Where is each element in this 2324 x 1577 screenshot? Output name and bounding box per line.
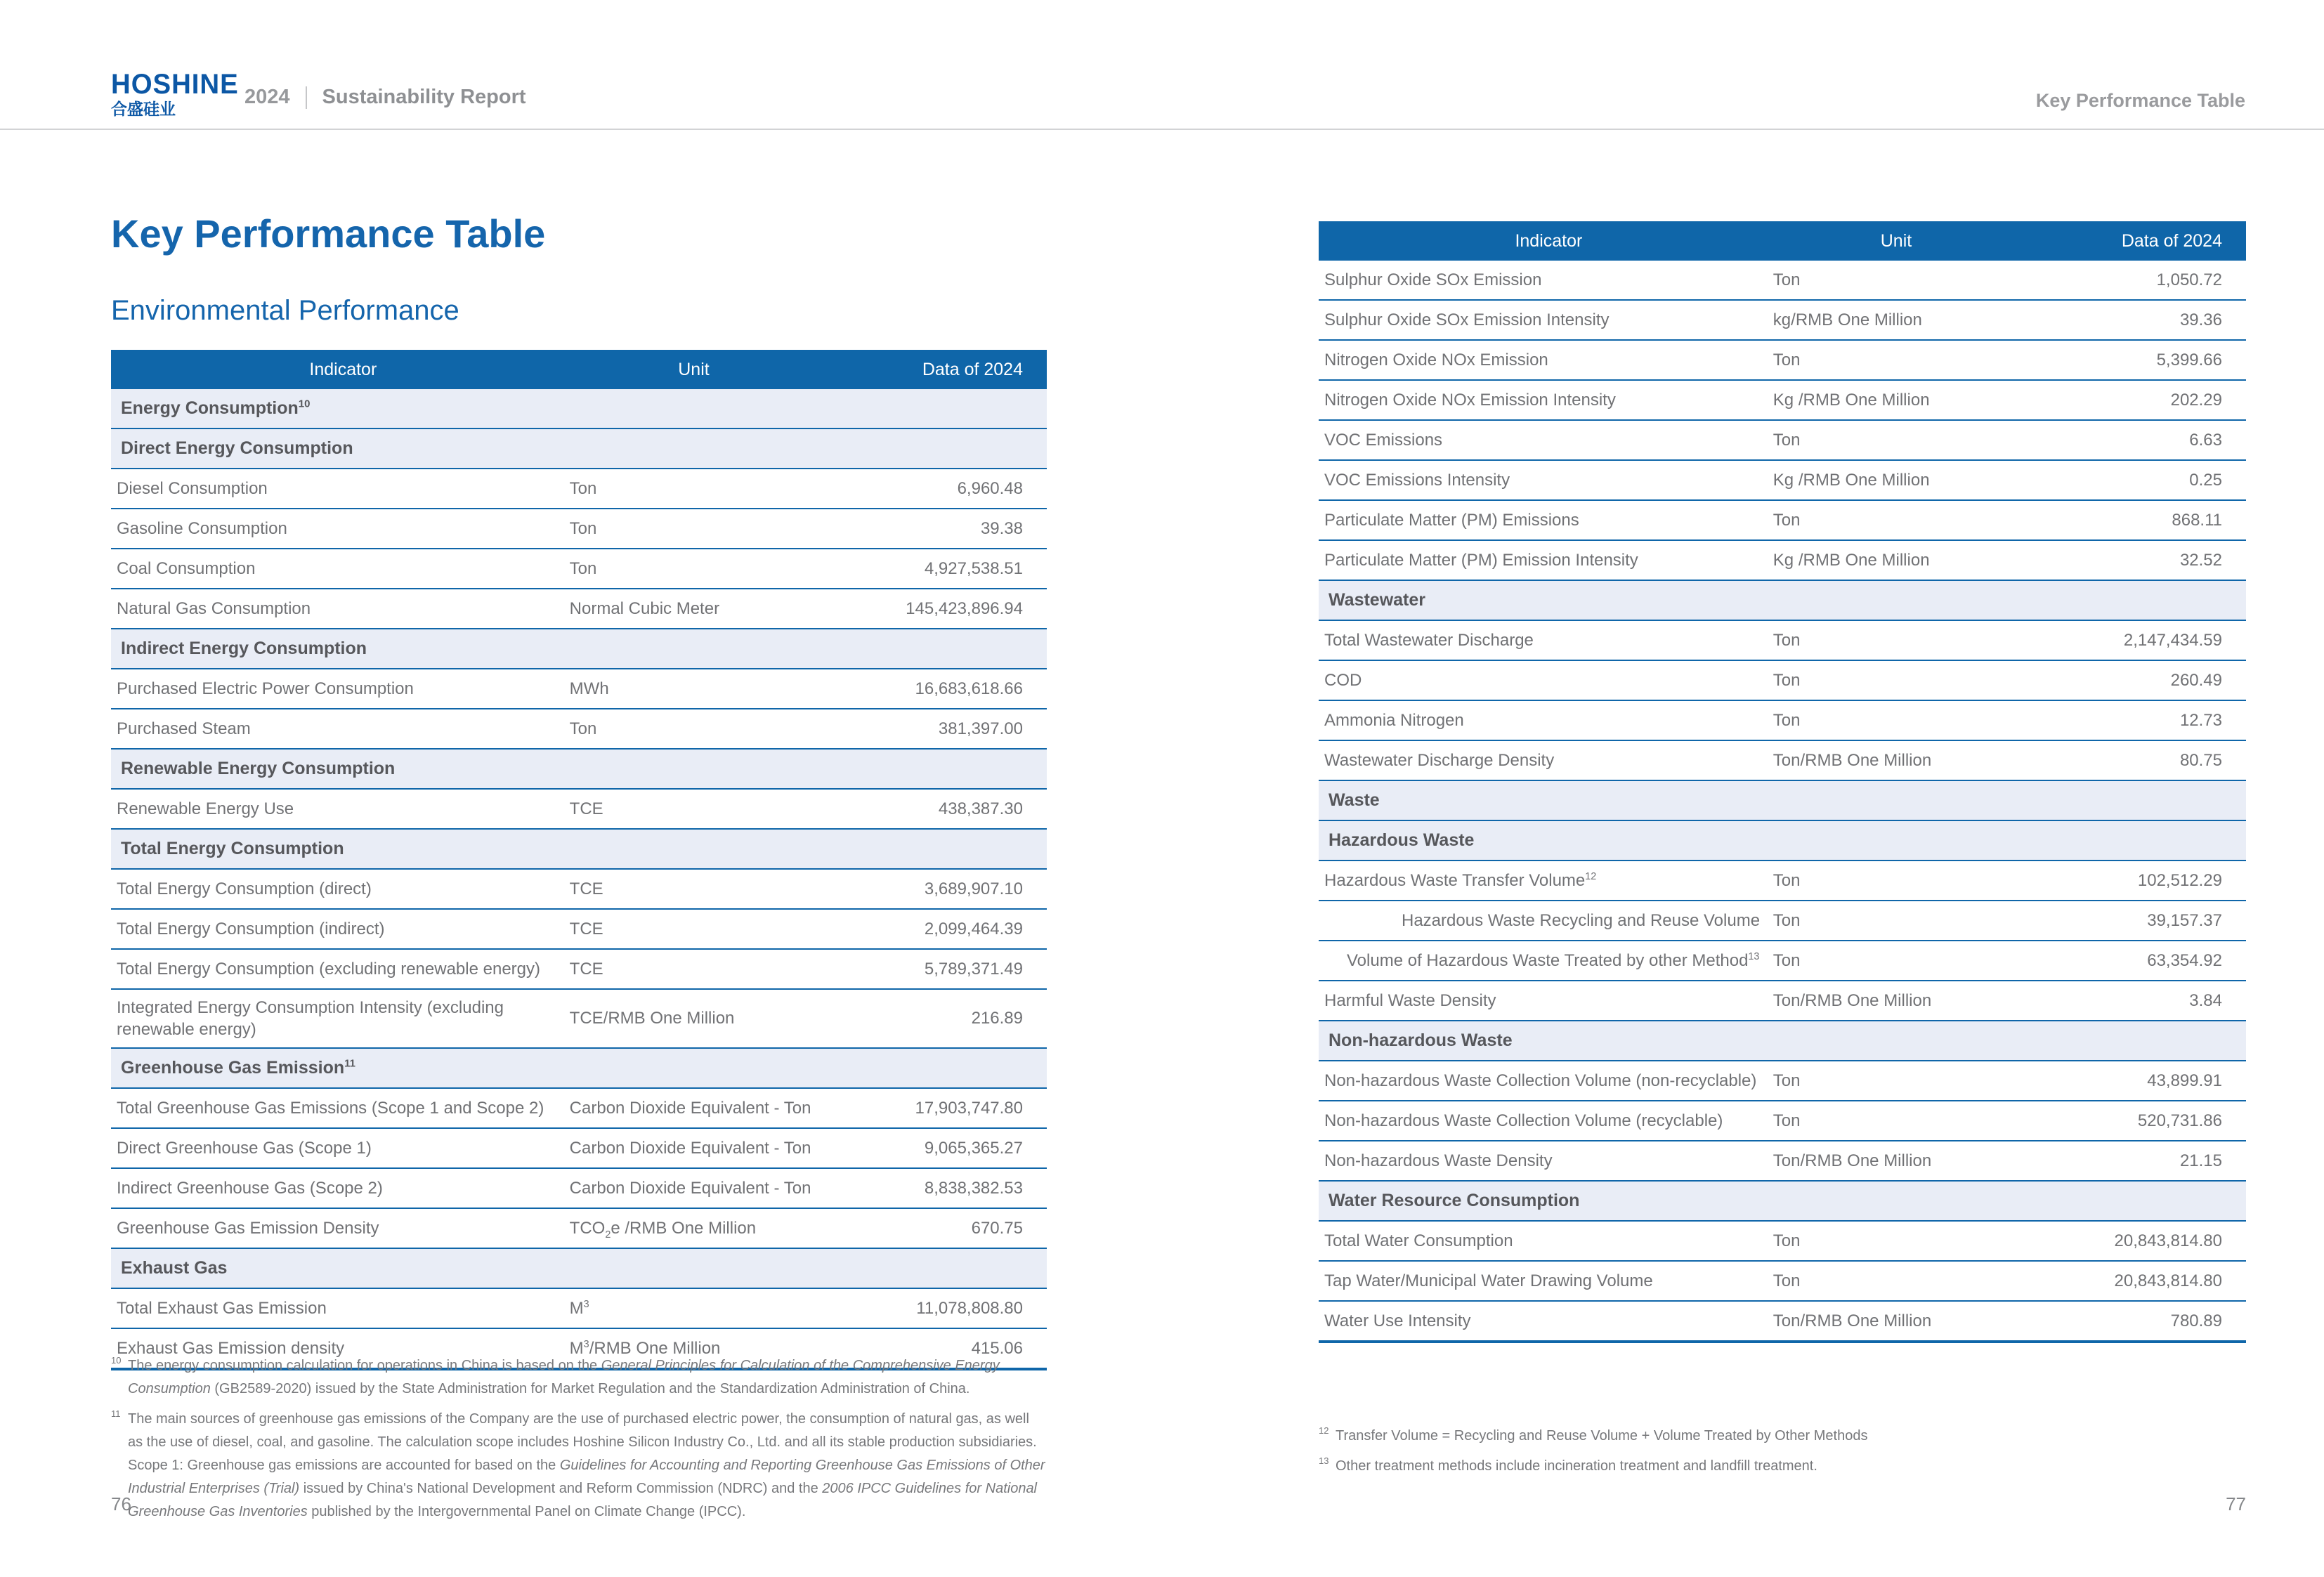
unit-cell: $M^3$/RMB One Million <box>569 1338 721 1358</box>
table-row <box>1319 1021 2246 1061</box>
value-cell: 2,147,434.59 <box>2123 630 2222 650</box>
value-cell: 12.73 <box>2179 710 2222 730</box>
unit-cell: Ton <box>1773 430 1801 450</box>
unit-cell: TCE <box>569 959 603 979</box>
table-row <box>111 750 1047 790</box>
indicator-cell: Sulphur Oxide SOx Emission Intensity <box>1324 310 1610 329</box>
indicator-cell: Volume of Hazardous Waste Treated by other Method$^{13}$ <box>1347 950 1760 970</box>
unit-cell: Ton <box>569 478 597 498</box>
unit-cell: Normal Cubic Meter <box>569 598 720 618</box>
table-row <box>111 950 1047 990</box>
column-header-indicator: Indicator <box>1515 230 1583 251</box>
table-row <box>111 1129 1047 1169</box>
footnote <box>111 1354 1047 1401</box>
table-row <box>111 629 1047 669</box>
indicator-cell: Total Water Consumption <box>1324 1231 1513 1250</box>
unit-cell: Carbon Dioxide Equivalent - Ton <box>569 1098 811 1118</box>
value-cell: 6.63 <box>2189 430 2222 450</box>
table-row <box>111 429 1047 469</box>
unit-cell: TCE/RMB One Million <box>569 1009 735 1028</box>
table-row <box>111 1289 1047 1329</box>
table-row <box>1319 541 2246 581</box>
indicator-cell: VOC Emissions Intensity <box>1324 470 1510 490</box>
indicator-cell: Total Energy Consumption (indirect) <box>117 919 385 938</box>
value-cell: 415.06 <box>971 1338 1023 1358</box>
table-row <box>1319 1101 2246 1141</box>
unit-cell: Ton/RMB One Million <box>1773 750 1932 770</box>
indicator-cell: Total Energy Consumption (excluding renewable energy) <box>117 959 540 979</box>
indicator-cell: COD <box>1324 670 1362 690</box>
value-cell: 16,683,618.66 <box>915 679 1023 698</box>
table-header-row <box>1319 221 2246 261</box>
indicator-cell: Renewable Energy Consumption <box>121 759 396 779</box>
value-cell: 17,903,747.80 <box>915 1098 1023 1118</box>
unit-cell: Ton <box>569 558 597 578</box>
environmental-performance-table-left <box>111 350 1047 1370</box>
top-header-band <box>0 0 2324 130</box>
value-cell: 102,512.29 <box>2137 870 2222 890</box>
table-row <box>1319 821 2246 861</box>
unit-cell: MWh <box>569 679 609 698</box>
indicator-cell: VOC Emissions <box>1324 430 1443 450</box>
value-cell: 4,927,538.51 <box>924 558 1023 578</box>
table-row <box>1319 341 2246 381</box>
running-header: Key Performance Table <box>2035 90 2245 111</box>
unit-cell: Ton <box>1773 630 1801 650</box>
unit-cell: TCE <box>569 919 603 938</box>
value-cell: 1,050.72 <box>2156 270 2222 289</box>
indicator-cell: Nitrogen Oxide NOx Emission Intensity <box>1324 390 1616 410</box>
footnote-text: Other treatment methods include incineration treatment and landfill treatment. <box>1336 1458 1817 1474</box>
value-cell: 0.25 <box>2189 470 2222 490</box>
logo-wordmark: HOSHINE <box>111 69 239 100</box>
unit-cell: Ton/RMB One Million <box>1773 1151 1932 1170</box>
indicator-cell: Particulate Matter (PM) Emissions <box>1324 510 1579 530</box>
value-cell: 202.29 <box>2170 390 2222 410</box>
indicator-cell: Greenhouse Gas Emission$^{11}$ <box>121 1057 356 1078</box>
indicator-cell: Total Greenhouse Gas Emissions (Scope 1 and Scope 2) <box>117 1098 544 1118</box>
unit-cell: Ton <box>1773 270 1801 289</box>
footnote-number: 13 <box>1319 1455 1329 1466</box>
footnote-number: 12 <box>1319 1425 1329 1436</box>
table-row <box>111 1209 1047 1249</box>
table-row <box>1319 621 2246 661</box>
indicator-cell: Purchased Electric Power Consumption <box>117 679 414 698</box>
page-number-right: 77 <box>2226 1493 2246 1514</box>
indicator-cell: Tap Water/Municipal Water Drawing Volume <box>1324 1271 1653 1290</box>
unit-cell: Ton <box>1773 870 1801 890</box>
value-cell: 63,354.92 <box>2147 950 2222 970</box>
table-row <box>1319 1141 2246 1182</box>
table-row <box>111 830 1047 870</box>
value-cell: 216.89 <box>971 1009 1023 1028</box>
unit-cell: Ton <box>1773 670 1801 690</box>
table-row <box>111 990 1047 1049</box>
footnote-text: The main sources of greenhouse gas emissions of the Company are the use of purchased electric power, the consumption of natural gas, as well as the use of diesel, coal, and gasoline. The calculation scope includes Hoshine Silicon Industry Co., Ltd. and all its stable production subsidiaries. Scope 1: Greenhouse gas emissions are accounted for based on the Guidelines for Accounting and Reporting Greenhouse Gas Emissions of Other Industrial Enterprises (Trial) issued by China's National Development and Reform Commission (NDRC) and the 2006 IPCC Guidelines for National Greenhouse Gas Inventories published by the Intergovernmental Panel on Climate Change (IPCC). <box>128 1411 1045 1519</box>
unit-cell: Ton/RMB One Million <box>1773 1311 1932 1330</box>
table-row <box>111 589 1047 629</box>
value-cell: 39.38 <box>980 518 1023 538</box>
table-row <box>1319 741 2246 781</box>
indicator-cell: Direct Greenhouse Gas (Scope 1) <box>117 1138 372 1158</box>
table-row <box>1319 861 2246 901</box>
column-header-data: Data of 2024 <box>922 359 1023 379</box>
value-cell: 32.52 <box>2179 550 2222 570</box>
table-row <box>111 870 1047 910</box>
indicator-cell: Sulphur Oxide SOx Emission <box>1324 270 1542 289</box>
indicator-cell: Non-hazardous Waste Density <box>1324 1151 1553 1170</box>
table-row <box>111 910 1047 950</box>
indicator-cell: Diesel Consumption <box>117 478 268 498</box>
table-row <box>1319 661 2246 701</box>
table-row <box>111 1049 1047 1089</box>
unit-cell: Ton <box>1773 1231 1801 1250</box>
value-cell: 520,731.86 <box>2137 1111 2222 1130</box>
environmental-performance-table-right <box>1319 221 2246 1343</box>
table-row <box>1319 581 2246 621</box>
indicator-cell: Natural Gas Consumption <box>117 598 311 618</box>
table-row <box>111 709 1047 750</box>
indicator-cell: Non-hazardous Waste Collection Volume (recyclable) <box>1324 1111 1723 1130</box>
table-header-row <box>111 350 1047 389</box>
value-cell: 20,843,814.80 <box>2114 1271 2222 1290</box>
table-row <box>1319 461 2246 501</box>
value-cell: 438,387.30 <box>938 799 1023 818</box>
footnote <box>1319 1425 2246 1448</box>
unit-cell: Ton <box>1773 510 1801 530</box>
value-cell: 21.15 <box>2179 1151 2222 1170</box>
indicator-cell: Exhaust Gas Emission density <box>117 1338 345 1358</box>
unit-cell: Kg /RMB One Million <box>1773 550 1930 570</box>
indicator-cell: Hazardous Waste Recycling and Reuse Volume <box>1402 910 1761 930</box>
value-cell: 260.49 <box>2170 670 2222 690</box>
indicator-cell: Wastewater <box>1329 590 1426 610</box>
indicator-cell: Total Energy Consumption (direct) <box>117 879 372 898</box>
column-header-unit: Unit <box>678 359 710 379</box>
report-title: Sustainability Report <box>322 86 526 108</box>
table-row <box>1319 941 2246 981</box>
table-row <box>1319 1061 2246 1101</box>
table-row <box>111 509 1047 549</box>
unit-cell: Kg /RMB One Million <box>1773 390 1930 410</box>
value-cell: 8,838,382.53 <box>924 1178 1023 1198</box>
unit-cell: Ton <box>1773 350 1801 369</box>
value-cell: 43,899.91 <box>2147 1071 2222 1090</box>
footnote <box>1319 1455 2246 1478</box>
indicator-cell: Non-hazardous Waste Collection Volume (non-recyclable) <box>1324 1071 1757 1090</box>
indicator-cell: Ammonia Nitrogen <box>1324 710 1464 730</box>
table-row <box>111 469 1047 509</box>
indicator-cell: Indirect Energy Consumption <box>121 639 367 659</box>
indicator-cell: Integrated Energy Consumption Intensity (excluding renewable energy) <box>117 997 504 1039</box>
table-row <box>111 1249 1047 1289</box>
indicator-cell: Total Wastewater Discharge <box>1324 630 1534 650</box>
indicator-cell: Energy Consumption$^{10}$ <box>121 398 311 419</box>
indicator-cell: Hazardous Waste <box>1329 830 1475 851</box>
report-meta <box>244 86 526 109</box>
indicator-cell: Purchased Steam <box>117 719 251 738</box>
indicator-cell: Particulate Matter (PM) Emission Intensity <box>1324 550 1638 570</box>
unit-cell: Ton <box>569 719 597 738</box>
indicator-cell: Water Resource Consumption <box>1329 1191 1580 1211</box>
table-row <box>111 549 1047 589</box>
indicator-cell: Waste <box>1329 790 1380 811</box>
section-subtitle: Environmental Performance <box>111 295 459 326</box>
unit-cell: kg/RMB One Million <box>1773 310 1922 329</box>
indicator-cell: Wastewater Discharge Density <box>1324 750 1555 770</box>
unit-cell: $M^3$ <box>569 1298 589 1318</box>
indicator-cell: Indirect Greenhouse Gas (Scope 2) <box>117 1178 383 1198</box>
value-cell: 6,960.48 <box>957 478 1023 498</box>
indicator-cell: Greenhouse Gas Emission Density <box>117 1218 379 1238</box>
value-cell: 20,843,814.80 <box>2114 1231 2222 1250</box>
table-row <box>111 790 1047 830</box>
page-number-left: 76 <box>111 1493 131 1514</box>
table-row <box>1319 981 2246 1021</box>
value-cell: 145,423,896.94 <box>906 598 1023 618</box>
table-row <box>1319 1182 2246 1222</box>
table-row <box>1319 1302 2246 1343</box>
value-cell: 80.75 <box>2179 750 2222 770</box>
unit-cell: Carbon Dioxide Equivalent - Ton <box>569 1178 811 1198</box>
table-row <box>1319 901 2246 941</box>
value-cell: 670.75 <box>971 1218 1023 1238</box>
indicator-cell: Total Energy Consumption <box>121 839 344 859</box>
value-cell: 3,689,907.10 <box>924 879 1023 898</box>
unit-cell: Ton <box>1773 910 1801 930</box>
unit-cell: Ton <box>1773 1071 1801 1090</box>
indicator-cell: Coal Consumption <box>117 558 256 578</box>
footnote-text: Transfer Volume = Recycling and Reuse Volume + Volume Treated by Other Methods <box>1336 1428 1868 1444</box>
indicator-cell: Harmful Waste Density <box>1324 990 1496 1010</box>
unit-cell: Ton <box>569 518 597 538</box>
unit-cell: Ton <box>1773 1111 1801 1130</box>
footnotes-left <box>111 1354 1047 1531</box>
table-row <box>1319 501 2246 541</box>
value-cell: 3.84 <box>2189 990 2222 1010</box>
footnote-number: 11 <box>111 1408 121 1419</box>
unit-cell: Carbon Dioxide Equivalent - Ton <box>569 1138 811 1158</box>
unit-cell: Ton/RMB One Million <box>1773 990 1932 1010</box>
footnote-number: 10 <box>111 1355 122 1366</box>
value-cell: 9,065,365.27 <box>924 1138 1023 1158</box>
indicator-cell: Non-hazardous Waste <box>1329 1030 1513 1051</box>
unit-cell: Ton <box>1773 950 1801 970</box>
unit-cell: Ton <box>1773 1271 1801 1290</box>
logo-chinese-name: 合盛硅业 <box>111 100 176 118</box>
unit-cell: Ton <box>1773 710 1801 730</box>
indicator-cell: Water Use Intensity <box>1324 1311 1471 1330</box>
table-row <box>1319 781 2246 821</box>
footnotes-right <box>1319 1425 2246 1485</box>
table-row <box>1319 381 2246 421</box>
table-row <box>111 389 1047 429</box>
table-row <box>1319 421 2246 461</box>
table-row <box>111 1169 1047 1209</box>
indicator-cell: Exhaust Gas <box>121 1258 228 1278</box>
table-body <box>1319 261 2246 1343</box>
unit-cell: Kg /RMB One Million <box>1773 470 1930 490</box>
value-cell: 11,078,808.80 <box>916 1298 1023 1318</box>
footnote <box>111 1408 1047 1524</box>
page-title: Key Performance Table <box>111 211 546 256</box>
indicator-cell: Hazardous Waste Transfer Volume$^{12}$ <box>1324 870 1597 890</box>
value-cell: 868.11 <box>2172 510 2222 530</box>
table-row <box>1319 261 2246 301</box>
value-cell: 381,397.00 <box>938 719 1023 738</box>
indicator-cell: Renewable Energy Use <box>117 799 294 818</box>
unit-cell: TCE <box>569 879 603 898</box>
footnote-text: The energy consumption calculation for operations in China is based on the General Principles for Calculation of the Comprehensive Energy Consumption (GB2589-2020) issued by the State Administration for Market Regulation and the Standardization Administration of China. <box>128 1358 1000 1396</box>
value-cell: 39,157.37 <box>2147 910 2222 930</box>
column-header-unit: Unit <box>1880 230 1912 251</box>
column-header-data: Data of 2024 <box>2121 230 2222 251</box>
indicator-cell: Gasoline Consumption <box>117 518 287 538</box>
table-row <box>1319 1222 2246 1262</box>
meta-divider <box>306 86 307 109</box>
table-row <box>111 1089 1047 1129</box>
table-row <box>1319 301 2246 341</box>
table-row <box>111 669 1047 709</box>
value-cell: 5,399.66 <box>2156 350 2222 369</box>
unit-cell: $TCO_2e$ /RMB One Million <box>569 1218 757 1241</box>
table-row <box>1319 1262 2246 1302</box>
indicator-cell: Total Exhaust Gas Emission <box>117 1298 327 1318</box>
column-header-indicator: Indicator <box>309 359 377 379</box>
value-cell: 780.89 <box>2170 1311 2222 1330</box>
table-row <box>1319 701 2246 741</box>
value-cell: 39.36 <box>2179 310 2222 329</box>
indicator-cell: Nitrogen Oxide NOx Emission <box>1324 350 1548 369</box>
unit-cell: TCE <box>569 799 603 818</box>
report-year: 2024 <box>244 86 290 108</box>
table-body <box>111 389 1047 1370</box>
indicator-cell: Direct Energy Consumption <box>121 438 353 459</box>
value-cell: 2,099,464.39 <box>924 919 1023 938</box>
value-cell: 5,789,371.49 <box>924 959 1023 979</box>
